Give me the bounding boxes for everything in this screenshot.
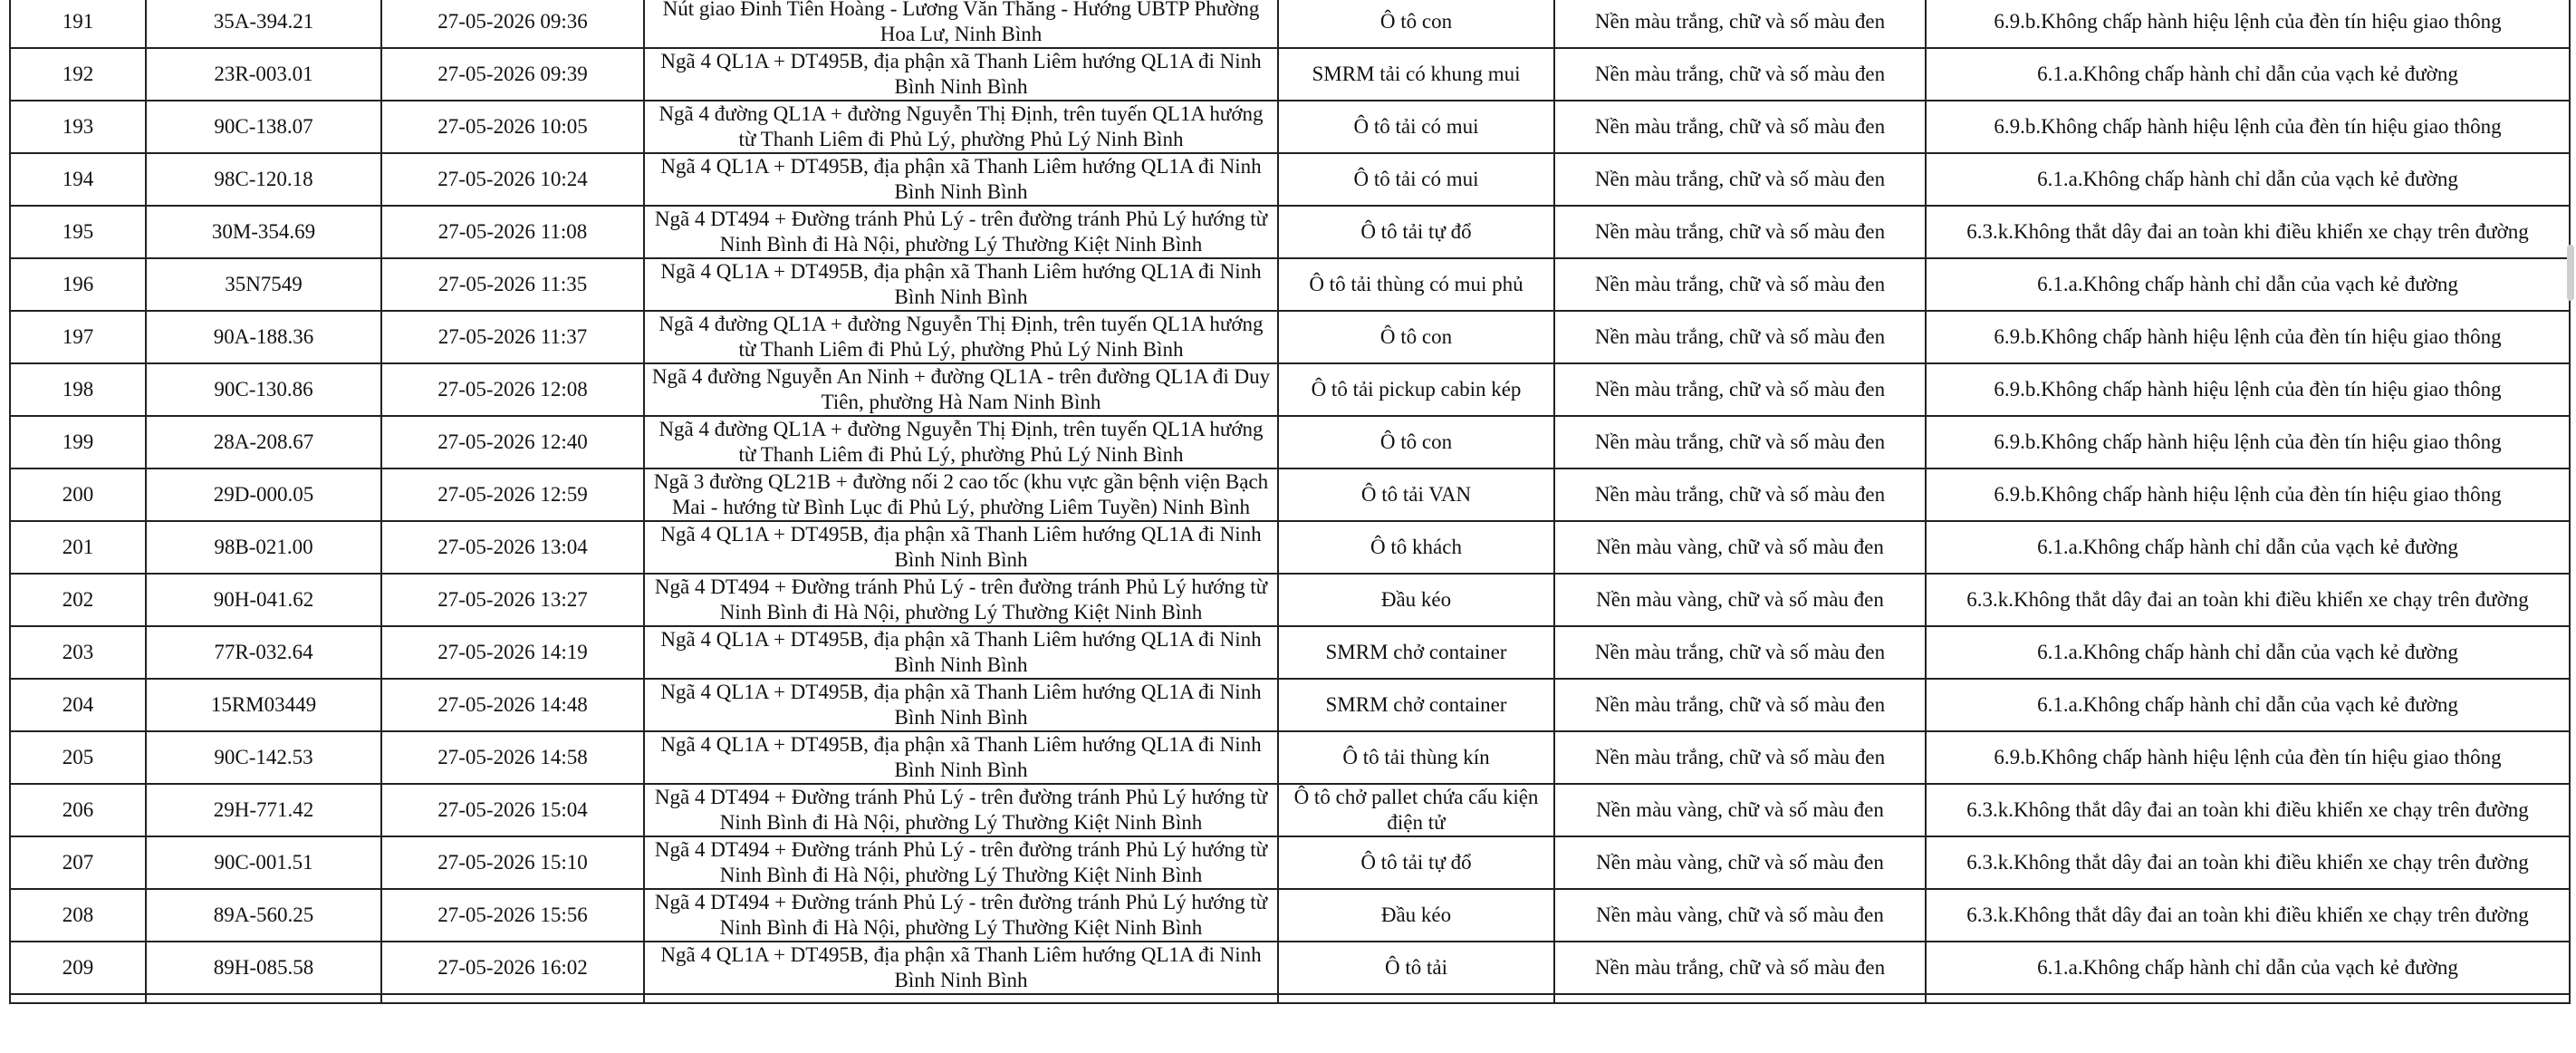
table-row-partial [10, 994, 2570, 1003]
violations-table [9, 0, 2571, 1004]
cell-plate-color[interactable]: Nền màu trắng, chữ và số màu đen [1554, 416, 1926, 469]
cell-stt[interactable]: 197 [10, 311, 146, 363]
table-row [10, 679, 2570, 731]
cell-location[interactable]: Ngã 4 QL1A + DT495B, địa phận xã Thanh Liêm hướng QL1A đi Ninh Bình Ninh Bình [644, 626, 1278, 679]
cell-stt[interactable]: 199 [10, 416, 146, 469]
cell-plate[interactable]: 98B-021.00 [146, 521, 381, 574]
cell-vehicle-type[interactable]: Ô tô chở pallet chứa cấu kiện điện tử [1278, 784, 1554, 836]
cell-plate-color[interactable]: Nền màu trắng, chữ và số màu đen [1554, 679, 1926, 731]
cell-plate-color[interactable]: Nền màu vàng, chữ và số màu đen [1554, 836, 1926, 889]
cell-stt[interactable]: 206 [10, 784, 146, 836]
cell-location[interactable]: Ngã 4 QL1A + DT495B, địa phận xã Thanh Liêm hướng QL1A đi Ninh Bình Ninh Bình [644, 731, 1278, 784]
cell-plate[interactable]: 90A-188.36 [146, 311, 381, 363]
empty-cell[interactable] [10, 994, 146, 1003]
cell-plate-color[interactable]: Nền màu trắng, chữ và số màu đen [1554, 0, 1926, 48]
cell-location[interactable]: Ngã 4 QL1A + DT495B, địa phận xã Thanh Liêm hướng QL1A đi Ninh Bình Ninh Bình [644, 153, 1278, 206]
cell-violation[interactable]: 6.3.k.Không thắt dây đai an toàn khi điều khiển xe chạy trên đường [1926, 889, 2570, 942]
cell-time[interactable]: 27-05-2026 13:04 [381, 521, 644, 574]
cell-violation[interactable]: 6.9.b.Không chấp hành hiệu lệnh của đèn tín hiệu giao thông [1926, 101, 2570, 153]
table-row [10, 311, 2570, 363]
cell-violation[interactable]: 6.1.a.Không chấp hành chỉ dẫn của vạch kẻ đường [1926, 258, 2570, 311]
vertical-scrollbar[interactable] [2563, 0, 2576, 1053]
cell-time[interactable]: 27-05-2026 11:37 [381, 311, 644, 363]
table-row [10, 153, 2570, 206]
cell-plate[interactable]: 89A-560.25 [146, 889, 381, 942]
cell-vehicle-type[interactable]: Ô tô con [1278, 416, 1554, 469]
cell-location[interactable]: Ngã 4 QL1A + DT495B, địa phận xã Thanh Liêm hướng QL1A đi Ninh Bình Ninh Bình [644, 521, 1278, 574]
cell-location[interactable]: Ngã 4 DT494 + Đường tránh Phủ Lý - trên đường tránh Phủ Lý hướng từ Ninh Bình đi Hà Nội, phường Lý Thường Kiệt Ninh Bình [644, 206, 1278, 258]
cell-stt[interactable]: 193 [10, 101, 146, 153]
cell-time[interactable]: 27-05-2026 09:39 [381, 48, 644, 101]
cell-plate[interactable]: 35A-394.21 [146, 0, 381, 48]
cell-violation[interactable]: 6.9.b.Không chấp hành hiệu lệnh của đèn tín hiệu giao thông [1926, 731, 2570, 784]
cell-plate-color[interactable]: Nền màu trắng, chữ và số màu đen [1554, 626, 1926, 679]
cell-violation[interactable]: 6.9.b.Không chấp hành hiệu lệnh của đèn tín hiệu giao thông [1926, 311, 2570, 363]
cell-location[interactable]: Ngã 4 DT494 + Đường tránh Phủ Lý - trên đường tránh Phủ Lý hướng từ Ninh Bình đi Hà Nội, phường Lý Thường Kiệt Ninh Bình [644, 889, 1278, 942]
cell-plate-color[interactable]: Nền màu trắng, chữ và số màu đen [1554, 101, 1926, 153]
cell-plate-color[interactable]: Nền màu trắng, chữ và số màu đen [1554, 48, 1926, 101]
cell-plate[interactable]: 35N7549 [146, 258, 381, 311]
cell-plate-color[interactable]: Nền màu trắng, chữ và số màu đen [1554, 258, 1926, 311]
cell-plate[interactable]: 90H-041.62 [146, 574, 381, 626]
cell-time[interactable]: 27-05-2026 15:04 [381, 784, 644, 836]
cell-time[interactable]: 27-05-2026 11:08 [381, 206, 644, 258]
cell-violation[interactable]: 6.3.k.Không thắt dây đai an toàn khi điều khiển xe chạy trên đường [1926, 574, 2570, 626]
cell-time[interactable]: 27-05-2026 15:56 [381, 889, 644, 942]
cell-time[interactable]: 27-05-2026 12:08 [381, 363, 644, 416]
cell-time[interactable]: 27-05-2026 09:36 [381, 0, 644, 48]
cell-stt[interactable]: 194 [10, 153, 146, 206]
cell-time[interactable]: 27-05-2026 14:19 [381, 626, 644, 679]
cell-vehicle-type[interactable]: Ô tô tải VAN [1278, 469, 1554, 521]
cell-violation[interactable]: 6.1.a.Không chấp hành chỉ dẫn của vạch kẻ đường [1926, 679, 2570, 731]
cell-violation[interactable]: 6.1.a.Không chấp hành chỉ dẫn của vạch kẻ đường [1926, 626, 2570, 679]
cell-location[interactable]: Ngã 4 QL1A + DT495B, địa phận xã Thanh Liêm hướng QL1A đi Ninh Bình Ninh Bình [644, 48, 1278, 101]
table-row [10, 416, 2570, 469]
cell-location[interactable]: Ngã 4 QL1A + DT495B, địa phận xã Thanh Liêm hướng QL1A đi Ninh Bình Ninh Bình [644, 942, 1278, 994]
empty-cell[interactable] [1554, 994, 1926, 1003]
cell-vehicle-type[interactable]: Ô tô tải tự đổ [1278, 206, 1554, 258]
cell-vehicle-type[interactable]: Ô tô tải pickup cabin kép [1278, 363, 1554, 416]
empty-cell[interactable] [381, 994, 644, 1003]
empty-cell[interactable] [146, 994, 381, 1003]
cell-plate-color[interactable]: Nền màu trắng, chữ và số màu đen [1554, 153, 1926, 206]
cell-violation[interactable]: 6.9.b.Không chấp hành hiệu lệnh của đèn tín hiệu giao thông [1926, 363, 2570, 416]
cell-plate-color[interactable]: Nền màu vàng, chữ và số màu đen [1554, 889, 1926, 942]
cell-vehicle-type[interactable]: Ô tô tải thùng có mui phủ [1278, 258, 1554, 311]
table-row [10, 942, 2570, 994]
cell-location[interactable]: Ngã 4 đường QL1A + đường Nguyễn Thị Định, trên tuyến QL1A hướng từ Thanh Liêm đi Phủ Lý, phường Phủ Lý Ninh Bình [644, 101, 1278, 153]
cell-violation[interactable]: 6.1.a.Không chấp hành chỉ dẫn của vạch kẻ đường [1926, 153, 2570, 206]
cell-plate[interactable]: 89H-085.58 [146, 942, 381, 994]
cell-violation[interactable]: 6.3.k.Không thắt dây đai an toàn khi điều khiển xe chạy trên đường [1926, 784, 2570, 836]
cell-vehicle-type[interactable]: Ô tô tải có mui [1278, 153, 1554, 206]
cell-plate-color[interactable]: Nền màu trắng, chữ và số màu đen [1554, 311, 1926, 363]
cell-stt[interactable]: 192 [10, 48, 146, 101]
cell-stt[interactable]: 202 [10, 574, 146, 626]
cell-plate-color[interactable]: Nền màu trắng, chữ và số màu đen [1554, 731, 1926, 784]
table-row [10, 731, 2570, 784]
cell-plate[interactable]: 29D-000.05 [146, 469, 381, 521]
empty-cell[interactable] [1926, 994, 2570, 1003]
cell-plate-color[interactable]: Nền màu trắng, chữ và số màu đen [1554, 363, 1926, 416]
cell-plate[interactable]: 90C-138.07 [146, 101, 381, 153]
cell-stt[interactable]: 200 [10, 469, 146, 521]
cell-vehicle-type[interactable]: Ô tô khách [1278, 521, 1554, 574]
cell-violation[interactable]: 6.1.a.Không chấp hành chỉ dẫn của vạch kẻ đường [1926, 521, 2570, 574]
table-row [10, 0, 2570, 48]
cell-vehicle-type[interactable]: Đầu kéo [1278, 574, 1554, 626]
cell-plate[interactable]: 90C-142.53 [146, 731, 381, 784]
cell-stt[interactable]: 191 [10, 0, 146, 48]
cell-violation[interactable]: 6.9.b.Không chấp hành hiệu lệnh của đèn tín hiệu giao thông [1926, 0, 2570, 48]
cell-vehicle-type[interactable]: SMRM chở container [1278, 679, 1554, 731]
cell-violation[interactable]: 6.3.k.Không thắt dây đai an toàn khi điều khiển xe chạy trên đường [1926, 836, 2570, 889]
cell-plate-color[interactable]: Nền màu trắng, chữ và số màu đen [1554, 942, 1926, 994]
cell-location[interactable]: Ngã 4 DT494 + Đường tránh Phủ Lý - trên đường tránh Phủ Lý hướng từ Ninh Bình đi Hà Nội, phường Lý Thường Kiệt Ninh Bình [644, 574, 1278, 626]
cell-location[interactable]: Nút giao Đinh Tiên Hoàng - Lương Văn Thăng - Hướng UBTP Phường Hoa Lư, Ninh Bình [644, 0, 1278, 48]
cell-stt[interactable]: 195 [10, 206, 146, 258]
empty-cell[interactable] [1278, 994, 1554, 1003]
table-row [10, 784, 2570, 836]
cell-violation[interactable]: 6.1.a.Không chấp hành chỉ dẫn của vạch kẻ đường [1926, 942, 2570, 994]
cell-violation[interactable]: 6.1.a.Không chấp hành chỉ dẫn của vạch kẻ đường [1926, 48, 2570, 101]
cell-vehicle-type[interactable]: Ô tô tải tự đổ [1278, 836, 1554, 889]
cell-plate[interactable]: 90C-001.51 [146, 836, 381, 889]
cell-plate-color[interactable]: Nền màu vàng, chữ và số màu đen [1554, 521, 1926, 574]
cell-plate[interactable]: 98C-120.18 [146, 153, 381, 206]
cell-time[interactable]: 27-05-2026 14:58 [381, 731, 644, 784]
cell-violation[interactable]: 6.3.k.Không thắt dây đai an toàn khi điều khiển xe chạy trên đường [1926, 206, 2570, 258]
cell-location[interactable]: Ngã 4 DT494 + Đường tránh Phủ Lý - trên đường tránh Phủ Lý hướng từ Ninh Bình đi Hà Nội, phường Lý Thường Kiệt Ninh Bình [644, 836, 1278, 889]
cell-stt[interactable]: 203 [10, 626, 146, 679]
table-row [10, 363, 2570, 416]
cell-location[interactable]: Ngã 4 đường Nguyễn An Ninh + đường QL1A - trên đường QL1A đi Duy Tiên, phường Hà Nam Ninh Bình [644, 363, 1278, 416]
cell-stt[interactable]: 205 [10, 731, 146, 784]
table-row [10, 48, 2570, 101]
cell-time[interactable]: 27-05-2026 10:24 [381, 153, 644, 206]
cell-plate-color[interactable]: Nền màu trắng, chữ và số màu đen [1554, 206, 1926, 258]
cell-time[interactable]: 27-05-2026 14:48 [381, 679, 644, 731]
cell-stt[interactable]: 198 [10, 363, 146, 416]
cell-location[interactable]: Ngã 4 đường QL1A + đường Nguyễn Thị Định, trên tuyến QL1A hướng từ Thanh Liêm đi Phủ Lý, phường Phủ Lý Ninh Bình [644, 311, 1278, 363]
cell-plate[interactable]: 23R-003.01 [146, 48, 381, 101]
cell-vehicle-type[interactable]: Đầu kéo [1278, 889, 1554, 942]
scrollbar-thumb[interactable] [2567, 245, 2574, 301]
cell-plate[interactable]: 29H-771.42 [146, 784, 381, 836]
table-row [10, 521, 2570, 574]
cell-vehicle-type[interactable]: Ô tô tải [1278, 942, 1554, 994]
table-row [10, 206, 2570, 258]
cell-vehicle-type[interactable]: Ô tô tải thùng kín [1278, 731, 1554, 784]
table-body [10, 0, 2570, 1003]
cell-plate-color[interactable]: Nền màu trắng, chữ và số màu đen [1554, 469, 1926, 521]
cell-stt[interactable]: 209 [10, 942, 146, 994]
table-row [10, 469, 2570, 521]
cell-plate[interactable]: 77R-032.64 [146, 626, 381, 679]
cell-time[interactable]: 27-05-2026 11:35 [381, 258, 644, 311]
empty-cell[interactable] [644, 994, 1278, 1003]
cell-violation[interactable]: 6.9.b.Không chấp hành hiệu lệnh của đèn tín hiệu giao thông [1926, 469, 2570, 521]
cell-vehicle-type[interactable]: Ô tô con [1278, 311, 1554, 363]
cell-time[interactable]: 27-05-2026 12:40 [381, 416, 644, 469]
cell-stt[interactable]: 204 [10, 679, 146, 731]
cell-plate[interactable]: 30M-354.69 [146, 206, 381, 258]
cell-time[interactable]: 27-05-2026 10:05 [381, 101, 644, 153]
cell-time[interactable]: 27-05-2026 16:02 [381, 942, 644, 994]
cell-location[interactable]: Ngã 4 đường QL1A + đường Nguyễn Thị Định, trên tuyến QL1A hướng từ Thanh Liêm đi Phủ Lý, phường Phủ Lý Ninh Bình [644, 416, 1278, 469]
cell-vehicle-type[interactable]: SMRM chở container [1278, 626, 1554, 679]
cell-vehicle-type[interactable]: SMRM tải có khung mui [1278, 48, 1554, 101]
cell-location[interactable]: Ngã 4 QL1A + DT495B, địa phận xã Thanh Liêm hướng QL1A đi Ninh Bình Ninh Bình [644, 679, 1278, 731]
cell-stt[interactable]: 208 [10, 889, 146, 942]
table-row [10, 574, 2570, 626]
cell-location[interactable]: Ngã 4 QL1A + DT495B, địa phận xã Thanh Liêm hướng QL1A đi Ninh Bình Ninh Bình [644, 258, 1278, 311]
cell-location[interactable]: Ngã 4 DT494 + Đường tránh Phủ Lý - trên đường tránh Phủ Lý hướng từ Ninh Bình đi Hà Nội, phường Lý Thường Kiệt Ninh Bình [644, 784, 1278, 836]
table-row [10, 258, 2570, 311]
cell-stt[interactable]: 196 [10, 258, 146, 311]
table-row [10, 101, 2570, 153]
cell-stt[interactable]: 201 [10, 521, 146, 574]
cell-plate-color[interactable]: Nền màu vàng, chữ và số màu đen [1554, 574, 1926, 626]
cell-plate[interactable]: 90C-130.86 [146, 363, 381, 416]
cell-vehicle-type[interactable]: Ô tô tải có mui [1278, 101, 1554, 153]
cell-violation[interactable]: 6.9.b.Không chấp hành hiệu lệnh của đèn tín hiệu giao thông [1926, 416, 2570, 469]
cell-time[interactable]: 27-05-2026 12:59 [381, 469, 644, 521]
cell-time[interactable]: 27-05-2026 15:10 [381, 836, 644, 889]
table-row [10, 626, 2570, 679]
cell-vehicle-type[interactable]: Ô tô con [1278, 0, 1554, 48]
table-row [10, 836, 2570, 889]
cell-plate[interactable]: 15RM03449 [146, 679, 381, 731]
cell-location[interactable]: Ngã 3 đường QL21B + đường nối 2 cao tốc (khu vực gần bệnh viện Bạch Mai - hướng từ Bình Lục đi Phủ Lý, phường Liêm Tuyền) Ninh Bình [644, 469, 1278, 521]
cell-time[interactable]: 27-05-2026 13:27 [381, 574, 644, 626]
cell-stt[interactable]: 207 [10, 836, 146, 889]
cell-plate-color[interactable]: Nền màu vàng, chữ và số màu đen [1554, 784, 1926, 836]
table-row [10, 889, 2570, 942]
cell-plate[interactable]: 28A-208.67 [146, 416, 381, 469]
